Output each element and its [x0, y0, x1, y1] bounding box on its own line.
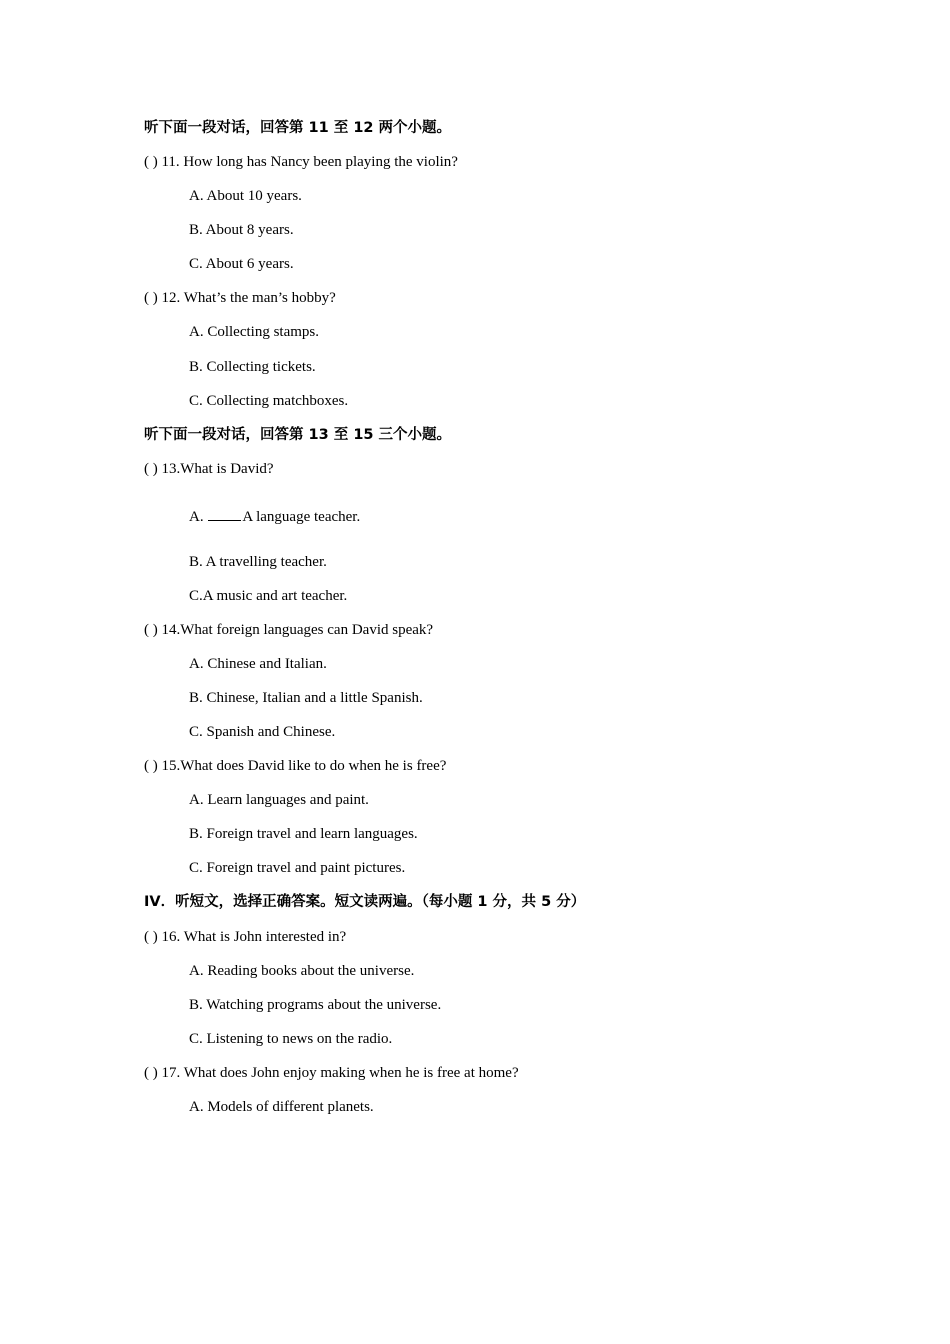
q13-option-b: B. A travelling teacher.: [189, 554, 327, 570]
q13-option-a-text: A language teacher.: [242, 509, 361, 525]
q15-option-c: C. Foreign travel and paint pictures.: [189, 860, 406, 876]
question-11: ( ) 11. How long has Nancy been playing the violin?: [144, 154, 458, 170]
q16-option-b: B. Watching programs about the universe.: [189, 997, 442, 1013]
q12-option-c: C. Collecting matchboxes.: [189, 393, 349, 409]
q11-option-a: A. About 10 years.: [189, 188, 302, 204]
q13-option-a: [189, 507, 360, 527]
question-16: ( ) 16. What is John interested in?: [144, 929, 347, 945]
q11-option-c: C. About 6 years.: [189, 256, 294, 272]
q17-option-a: A. Models of different planets.: [189, 1099, 374, 1115]
q13-option-c: C.A music and art teacher.: [189, 588, 348, 604]
q12-option-a: A. Collecting stamps.: [189, 324, 319, 340]
question-15: ( ) 15.What does David like to do when he is free?: [144, 758, 447, 774]
question-12: ( ) 12. What’s the man’s hobby?: [144, 290, 336, 306]
question-17: ( ) 17. What does John enjoy making when he is free at home?: [144, 1065, 519, 1081]
q16-option-a: A. Reading books about the universe.: [189, 963, 415, 979]
q16-option-c: C. Listening to news on the radio.: [189, 1031, 393, 1047]
q14-option-b: B. Chinese, Italian and a little Spanish.: [189, 690, 423, 706]
q12-option-b: B. Collecting tickets.: [189, 359, 316, 375]
q14-option-a: A. Chinese and Italian.: [189, 656, 327, 672]
q15-option-b: B. Foreign travel and learn languages.: [189, 826, 418, 842]
section-heading-11-12: 听下面一段对话，回答第 11 至 12 两个小题。: [144, 120, 452, 136]
q15-option-a: A. Learn languages and paint.: [189, 792, 369, 808]
q14-option-c: C. Spanish and Chinese.: [189, 724, 336, 740]
section-heading-iv: IV．听短文，选择正确答案。短文读两遍。（每小题 1 分，共 5 分）: [144, 894, 586, 910]
section-heading-13-15: 听下面一段对话，回答第 13 至 15 三个小题。: [144, 427, 452, 443]
question-13: ( ) 13.What is David?: [144, 461, 274, 477]
q11-option-b: B. About 8 years.: [189, 222, 294, 238]
q13-option-a-prefix: A.: [189, 509, 204, 525]
answer-blank: [208, 508, 241, 521]
question-14: ( ) 14.What foreign languages can David speak?: [144, 622, 434, 638]
